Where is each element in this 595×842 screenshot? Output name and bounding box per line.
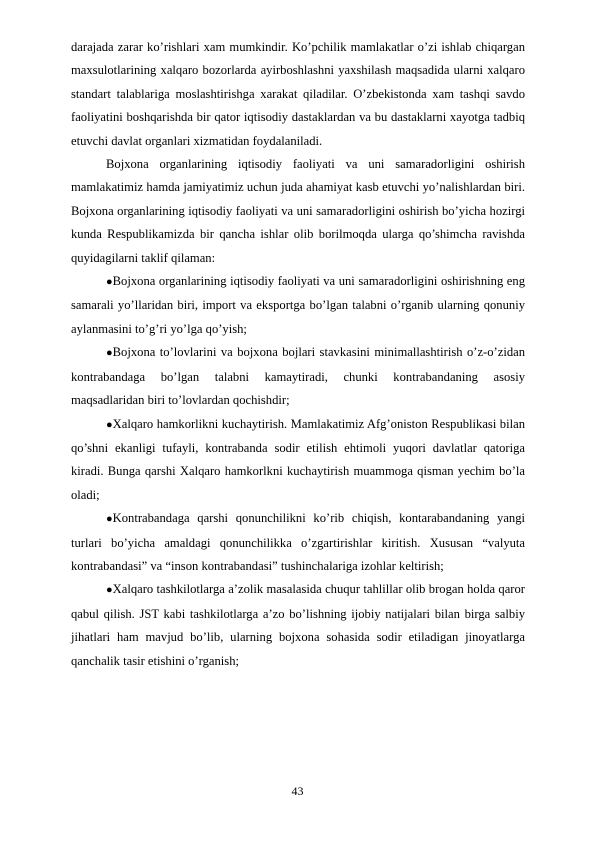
bullet-icon: ● bbox=[106, 584, 113, 597]
bullet-item-3 bbox=[71, 413, 525, 508]
bullet-text: Bojxona to’lovlarini va bojxona bojlari stavkasini minimallashtirish o’z-o’zidan kontrabandaga bo’lgan talabni kamaytiradi, chunki kontrabandaning asosiy maqsadlaridan biri to’lovlardan qochishdir; bbox=[71, 345, 525, 408]
paragraph-2: Bojxona organlarining iqtisodiy faoliyati va uni samaradorligini oshirish mamlakatimiz hamda jamiyatimiz uchun juda ahamiyat kasb etuvchi yo’nalishlardan biri. Bojxona organlarining iqtisodiy faoliyati va uni samaradorligini oshirish bo’yicha hozirgi kunda Respublikamizda bir qancha ishlar olib borilmoqda ularga qo’shimcha ravishda quyidagilarni taklif qilaman: bbox=[71, 157, 525, 265]
bullet-item-4 bbox=[71, 507, 525, 578]
bullet-text: Xalqaro hamkorlikni kuchaytirish. Mamlakatimiz Afg’oniston Respublikasi bilan qo’shni ekanligi tufayli, kontrabanda sodir etilish ehtimoli yuqori davlatlar qatoriga kiradi. Bunga qarshi Xalqaro hamkorlkni kuchaytirish muammoga qisman yechim bo’la oladi; bbox=[71, 416, 525, 502]
bullet-text: Xalqaro tashkilotlarga a’zolik masalasida chuqur tahlillar olib brogan holda qaror qabul qilish. JST kabi tashkilotlarga a’zo bo’lishning ijobiy natijalari bilan birga salbiy jihatlari ham mavjud bo’lib, ularning bojxona sohasida sodir etiladigan jinoyatlarga qanchalik tasir etishini o’rganish; bbox=[71, 582, 525, 668]
page-number: 43 bbox=[291, 784, 304, 798]
paragraph-1: darajada zarar ko’rishlari xam mumkindir. Ko’pchilik mamlakatlar o’zi ishlab chiqargan maxsulotlarining xalqaro bozorlarda ayirboshlashni yaxshilash maqsadida ularni xalqaro standart talablariga moslashtirishga xarakat qiladilar. O’zbekistonda xam tashqi savdo faoliyatini boshqarishda bir qator iqtisodiy dastaklardan va bu dastaklarni xayotga tadbiq etuvchi davlat organlari xizmatidan foydalaniladi. bbox=[71, 40, 525, 148]
bullet-item-2 bbox=[71, 341, 525, 412]
document-page bbox=[71, 36, 525, 673]
bullet-item-1 bbox=[71, 270, 525, 341]
bullet-text: Kontrabandaga qarshi qonunchilikni ko’rib chiqish, kontarabandaning yangi turlari bo’yicha amaldagi qonunchilikka o’zgartirishlar kiritish. Xususan “valyuta kontrabandasi” va “inson kontrabandasi” tushinchalariga izohlar keltirish; bbox=[71, 511, 525, 573]
bullet-item-5 bbox=[71, 578, 525, 673]
bullet-icon: ● bbox=[106, 276, 113, 289]
bullet-icon: ● bbox=[106, 513, 113, 526]
bullet-text: Bojxona organlarining iqtisodiy faoliyati va uni samaradorligini oshirishning eng samarali yo’llaridan biri, import va eksportga bo’lgan talabni o’rganib ularning qonuniy aylanmasini to’g’ri yo’lga qo’yish; bbox=[71, 274, 525, 336]
bullet-icon: ● bbox=[106, 347, 113, 360]
bullet-icon: ● bbox=[106, 418, 113, 431]
